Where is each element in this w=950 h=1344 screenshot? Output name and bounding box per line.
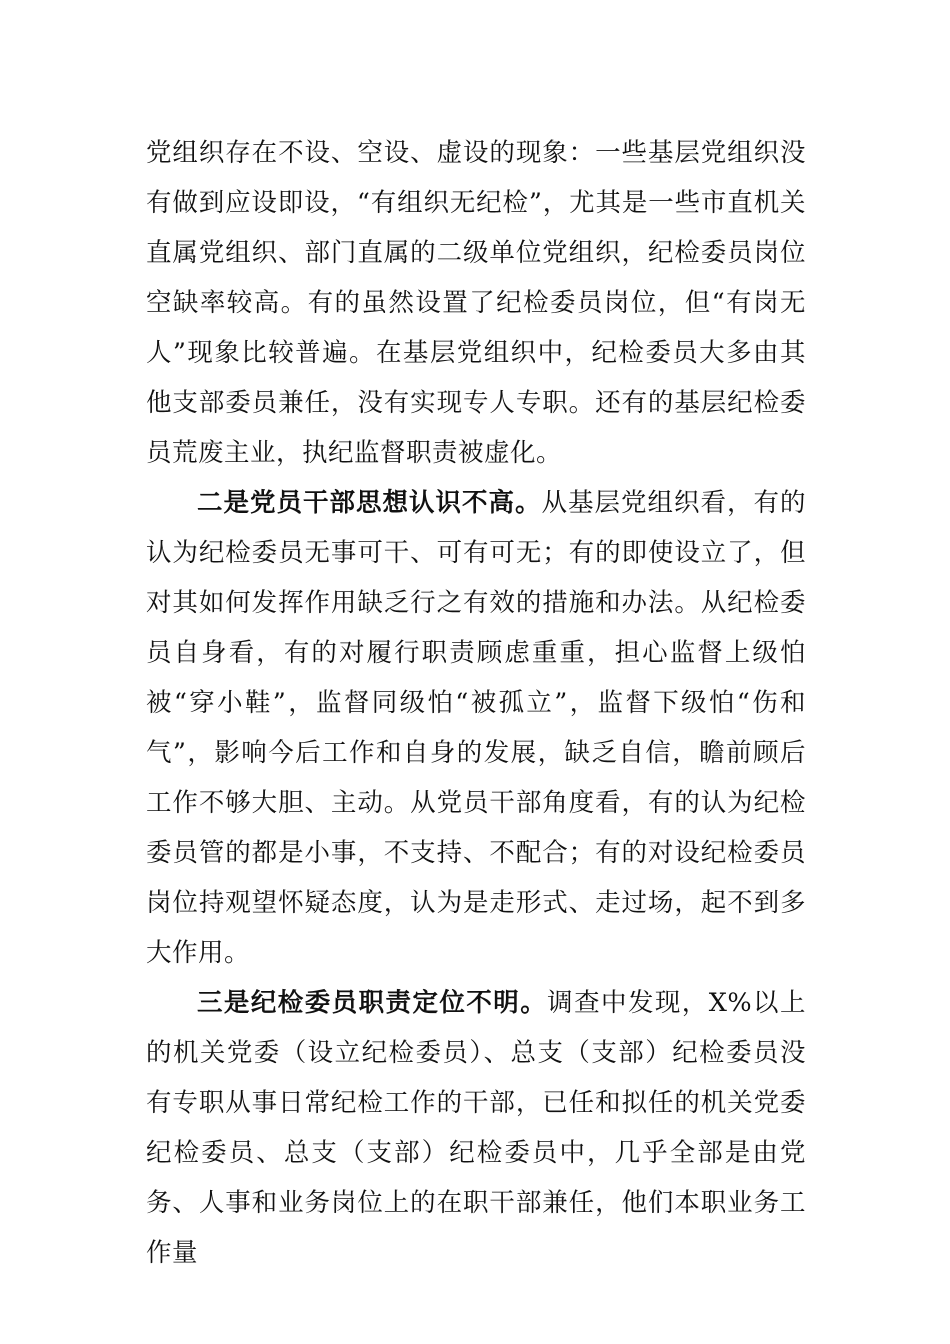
paragraph-1: [146, 128, 806, 478]
paragraph-2: [146, 478, 806, 978]
paragraph-3: [146, 978, 806, 1278]
paragraph-2-heading: 二是党员干部思想认识不高。: [197, 488, 542, 518]
paragraph-1-text: 党组织存在不设、空设、虚设的现象：一些基层党组织没有做到应设即设，“有组织无纪检”，尤其是一些市直机关直属党组织、部门直属的二级单位党组织，纪检委员岗位空缺率较高。有的虽然设置了纪检委员岗位，但“有岗无人”现象比较普遍。在基层党组织中，纪检委员大多由其他支部委员兼任，没有实现专人专职。还有的基层纪检委员荒废主业，执纪监督职责被虚化。: [146, 138, 806, 468]
paragraph-3-text: 调查中发现，X%以上的机关党委（设立纪检委员）、总支（支部）纪检委员没有专职从事日常纪检工作的干部，已任和拟任的机关党委纪检委员、总支（支部）纪检委员中，几乎全部是由党务、人事和业务岗位上的在职干部兼任，他们本职业务工作量: [146, 988, 806, 1268]
document-body: [146, 128, 806, 1278]
paragraph-2-text: 从基层党组织看，有的认为纪检委员无事可干、可有可无；有的即使设立了，但对其如何发挥作用缺乏行之有效的措施和办法。从纪检委员自身看，有的对履行职责顾虑重重，担心监督上级怕被“穿小鞋”，监督同级怕“被孤立”，监督下级怕“伤和气”，影响今后工作和自身的发展，缺乏自信，瞻前顾后工作不够大胆、主动。从党员干部角度看，有的认为纪检委员管的都是小事，不支持、不配合；有的对设纪检委员岗位持观望怀疑态度，认为是走形式、走过场，起不到多大作用。: [146, 488, 806, 968]
paragraph-3-heading: 三是纪检委员职责定位不明。: [197, 988, 548, 1018]
